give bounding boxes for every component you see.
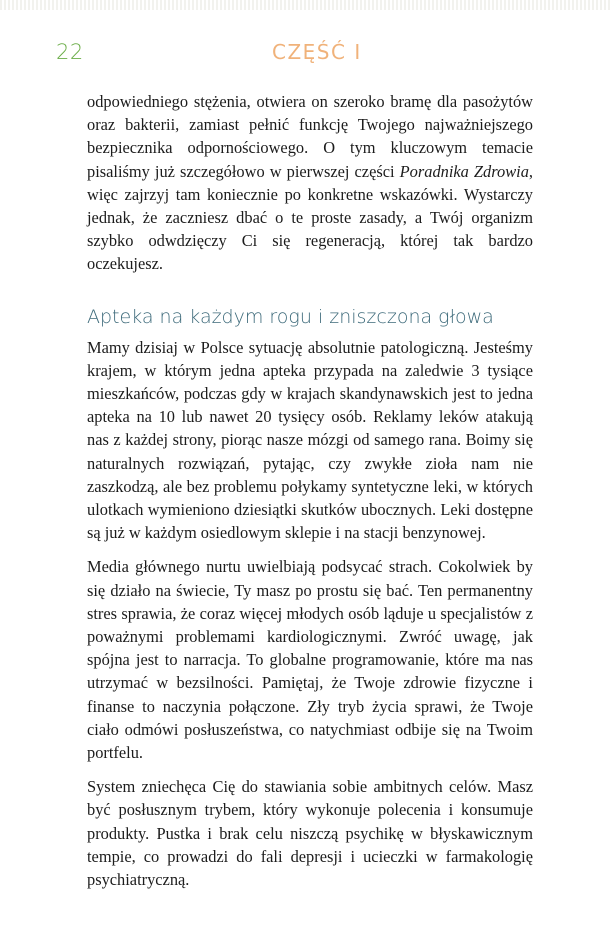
- page-number: 22: [56, 40, 84, 64]
- top-decorative-rule: [0, 0, 611, 10]
- section-paragraph-2: Media głównego nurtu uwielbiają podsycać strach. Cokolwiek by się działo na świecie, Ty masz po prostu się bać. Ten permanentny stres sprawia, że coraz więcej młodych osób ląduje u specjalistów z poważnymi problemami kardiologicznymi. Zwróć uwagę, jak spójna jest to narracja. To globalne programowanie, które ma nas utrzymać w bezsilności. Pamiętaj, że Twoje zdrowie fizyczne i finanse to naczynia połączone. Zły tryb życia sprawi, że Twoje ciało odmówi posłuszeństwa, co natychmiast odbije się na Twoim portfelu.: [87, 557, 533, 763]
- book-title: Poradnika Zdrowia: [399, 161, 529, 181]
- running-header: CZĘŚĆ I: [272, 40, 362, 64]
- intro-text-after: , więc zajrzyj tam koniecznie po konkretne wskazówki. Wystarczy jednak, że zaczniesz dbać o te proste zasady, a Twój organizm szybko odwdzięczy Ci się regeneracją, której tak bardzo oczekujesz.: [87, 161, 533, 274]
- page-body: [87, 90, 533, 891]
- section-paragraph-3: System zniechęca Cię do stawiania sobie ambitnych celów. Masz być posłusznym trybem, który wykonuje polecenia i konsumuje produkty. Pustka i brak celu niszczą psychikę w błyskawicznym tempie, co prowadzi do fali depresji i ucieczki w farmakologię psychiatryczną.: [87, 777, 533, 890]
- section-heading: Apteka na każdym rogu i zniszczona głowa: [87, 305, 494, 328]
- intro-paragraph: [87, 90, 533, 276]
- intro-text-before: odpowiedniego stężenia, otwiera on szeroko bramę dla pasożytów oraz bakterii, zamiast pełnić funkcję Twojego najważniejszego bezpiecznika odpornościowego. O tym kluczowym temacie pisaliśmy już szczegółowo w pierwszej części: [87, 92, 533, 181]
- section-paragraph-1: Mamy dzisiaj w Polsce sytuację absolutnie patologiczną. Jesteśmy krajem, w którym jedna apteka przypada na zaledwie 3 tysiące mieszkańców, podczas gdy w krajach skandynawskich jest to jedna apteka na 10 lub nawet 20 tysięcy osób. Reklamy leków atakują nas z każdej strony, piorąc nasze mózgi od samego rana. Boimy się naturalnych rozwiązań, pytając, czy zwykłe zioła nam nie zaszkodzą, ale bez problemu połykamy syntetyczne leki, w których ulotkach wymieniono dziesiątki skutków ubocznych. Leki dostępne są już w każdym osiedlowym sklepie i na stacji benzynowej.: [87, 337, 533, 543]
